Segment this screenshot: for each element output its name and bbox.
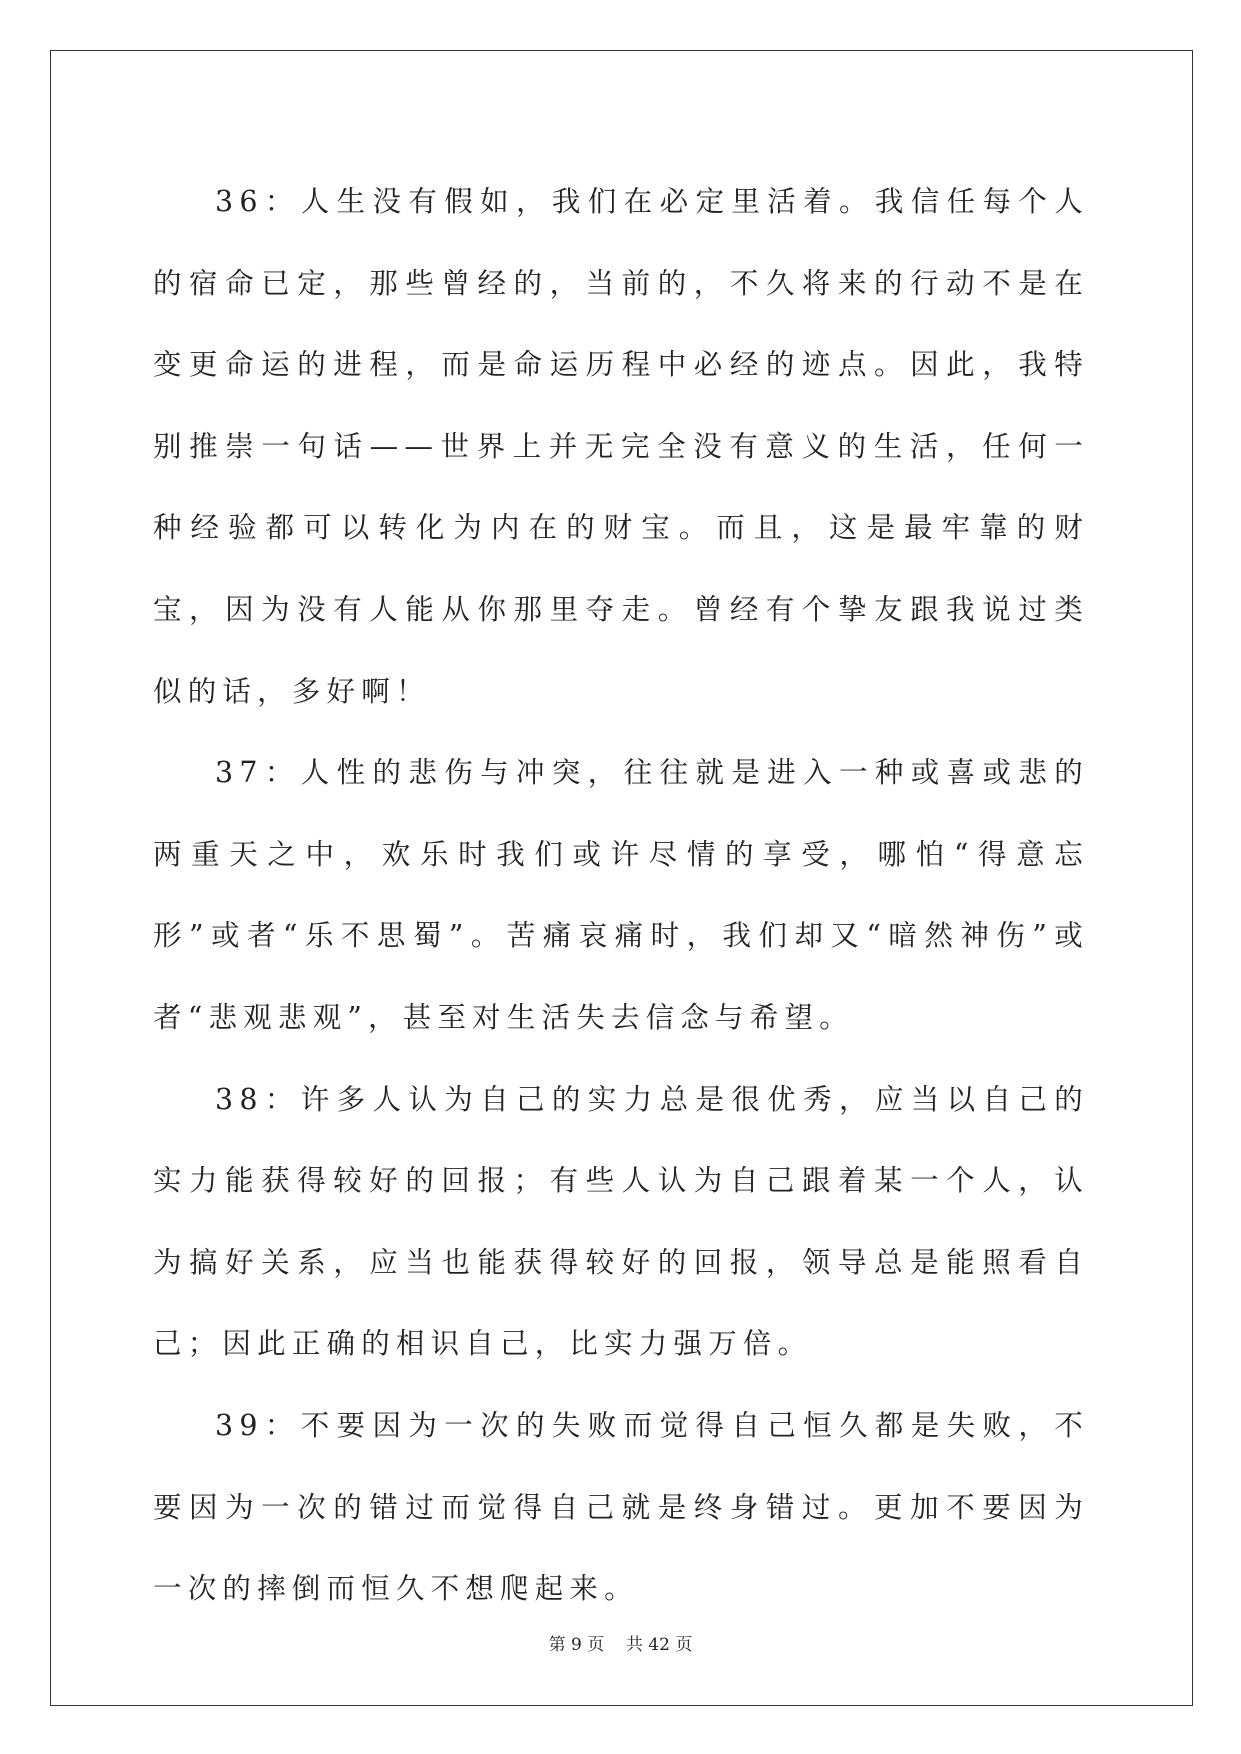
page-total: 共 42 页	[625, 1635, 693, 1655]
paragraph-39: 39：不要因为一次的失败而觉得自己恒久都是失败，不要因为一次的错过而觉得自己就是终身错过。更加不要因为一次的摔倒而恒久不想爬起来。	[153, 1408, 1089, 1606]
page-number: 第 9 页	[548, 1635, 605, 1655]
paragraph-37: 37：人性的悲伤与冲突，往往就是进入一种或喜或悲的两重天之中，欢乐时我们或许尽情的享受，哪怕“得意忘形”或者“乐不思蜀”。苦痛哀痛时，我们却又“暗然神伤”或者“悲观悲观”，甚至对生活失去信念与希望。	[153, 756, 1089, 1034]
document-body	[153, 161, 1089, 1630]
paragraph-38: 38：许多人认为自己的实力总是很优秀，应当以自己的实力能获得较好的回报；有些人认为自己跟着某一个人，认为搞好关系，应当也能获得较好的回报，领导总是能照看自己；因此正确的相识自己，比实力强万倍。	[153, 1082, 1089, 1361]
paragraph-36: 36：人生没有假如，我们在必定里活着。我信任每个人的宿命已定，那些曾经的，当前的，不久将来的行动不是在变更命运的进程，而是命运历程中必经的迹点。因此，我特别推崇一句话——世界上并无完全没有意义的生活，任何一种经验都可以转化为内在的财宝。而且，这是最牢靠的财宝，因为没有人能从你那里夺走。曾经有个挚友跟我说过类似的话，多好啊！	[153, 185, 1089, 708]
page-footer	[0, 1630, 1241, 1655]
